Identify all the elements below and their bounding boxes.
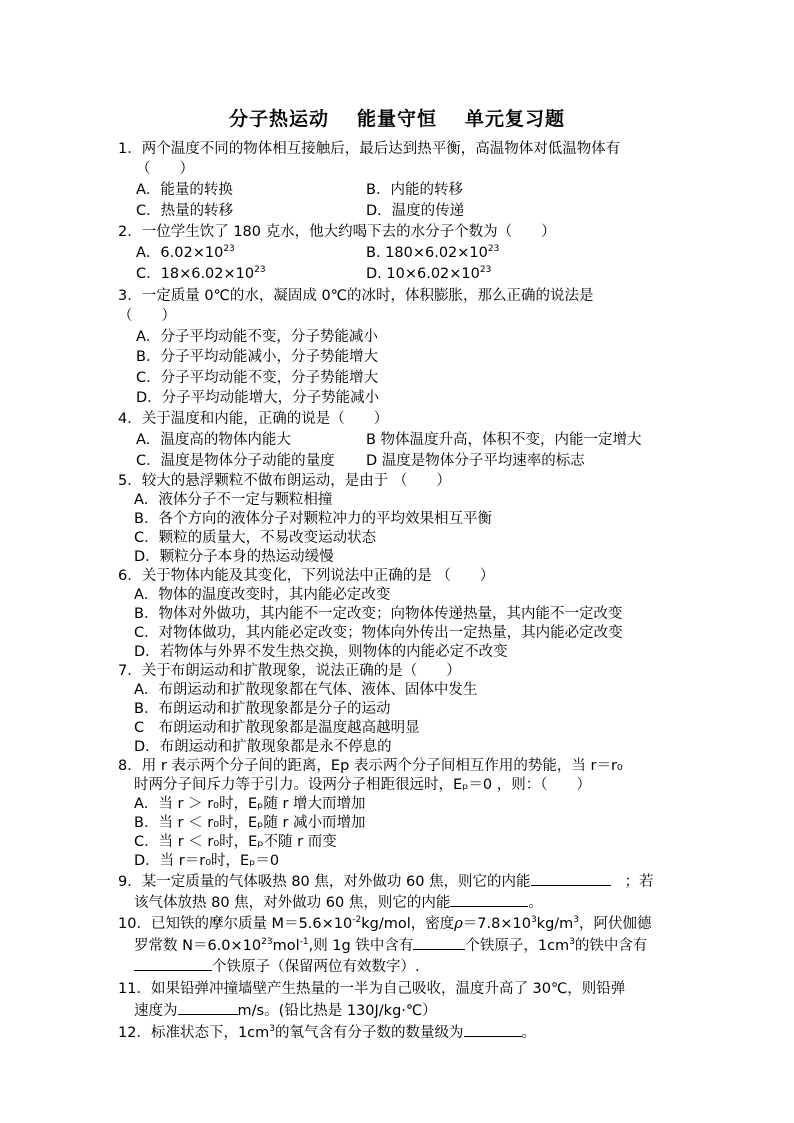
q2-option-a [136, 243, 235, 263]
q8-option-d: D．当 r＝r₀时，Eₚ＝0 [134, 853, 280, 869]
q9-line1-text: 9．某一定质量的气体吸热 80 焦，对外做功 60 焦，则它的内能 [118, 874, 531, 890]
q10-l1-exp1: -2 [352, 915, 362, 925]
q12-exp: 3 [269, 1024, 276, 1034]
q11-answer-blank[interactable] [178, 1000, 238, 1015]
q12-line [118, 1022, 536, 1043]
q2-c-text: C．18×6.02×10 [136, 266, 255, 282]
q10-l2-exp3: 3 [569, 937, 575, 947]
q7-option-d: D．布朗运动和扩散现象都是永不停息的 [134, 739, 392, 755]
q12-pre: 12．标准状态下，1cm [118, 1025, 270, 1041]
q2-d-text: D. 10×6.02×10 [366, 266, 480, 282]
q11-l2-pre: 速度为 [134, 1003, 178, 1019]
q1-paren: （ ） [136, 161, 194, 177]
q2-a-exp: 23 [223, 244, 235, 254]
q4-option-c: C．温度是物体分子动能的量度 [136, 453, 335, 469]
q2-stem: 2．一位学生饮了 180 克水，他大约喝下去的水分子个数为（ ） [118, 224, 556, 240]
title-part-2: 能量守恒 [356, 108, 437, 130]
q1-option-a: A．能量的转换 [136, 182, 233, 198]
q10-rho: ρ [454, 916, 463, 932]
q10-l2-b: mol [272, 938, 300, 954]
q10-answer-blank-2[interactable] [134, 956, 212, 971]
q5-option-a: A．液体分子不一定与颗粒相撞 [134, 492, 333, 508]
q10-line1 [118, 914, 652, 934]
q7-option-a: A．布朗运动和扩散现象都在气体、液体、固体中发生 [134, 682, 478, 698]
q4-option-d: D 温度是物体分子平均速率的标志 [366, 453, 585, 469]
q9-line1-end: ；若 [624, 874, 654, 890]
q10-l1-b: kg/mol，密度 [361, 916, 455, 932]
q4-option-a: A．温度高的物体内能大 [136, 432, 291, 448]
worksheet-title [0, 104, 794, 131]
q6-option-c: C．对物体做功，其内能必定改变；物体向外传出一定热量，其内能必定改变 [134, 625, 623, 641]
q5-option-c: C．颗粒的质量大，不易改变运动状态 [134, 530, 377, 546]
q3-option-d: D．分子平均动能增大，分子势能减小 [136, 390, 380, 406]
q8-stem-line1: 8．用 r 表示两个分子间的距离，Ep 表示两个分子间相互作用的势能，当 r＝r₀ [118, 758, 623, 774]
q2-d-exp: 23 [479, 265, 492, 275]
q2-option-b [366, 243, 499, 263]
q11-line1: 11．如果铅弹冲撞墙壁产生热量的一半为自己吸收，温度升高了 30℃，则铅弹 [118, 981, 626, 997]
q2-option-d [366, 264, 491, 284]
q6-option-a: A．物体的温度改变时，其内能必定改变 [134, 587, 391, 603]
q10-l3: 个铁原子（保留两位有效数字）. [212, 959, 420, 975]
q7-stem: 7．关于布朗运动和扩散现象，说法正确的是（ ） [118, 663, 461, 679]
q8-option-c: C．当 r ＜ r₀时，Eₚ不随 r 而变 [134, 834, 337, 850]
q1-option-d: D．温度的传递 [366, 203, 465, 219]
q1-stem: 1．两个温度不同的物体相互接触后，最后达到热平衡，高温物体对低温物体有 [118, 141, 621, 157]
q9-answer-blank-1[interactable] [531, 871, 611, 886]
q10-line3 [134, 956, 420, 977]
q9-line2 [134, 892, 543, 913]
q10-line2 [134, 935, 647, 956]
q8-option-a: A．当 r ＞ r₀时，Eₚ随 r 增大而增加 [134, 796, 366, 812]
q11-l2-post: m/s。(铅比热是 130J/kg·℃） [237, 1003, 437, 1019]
q5-option-b: B．各个方向的液体分子对颗粒冲力的平均效果相互平衡 [134, 511, 492, 527]
q2-b-exp: 23 [487, 244, 500, 254]
q11-line2 [134, 1000, 437, 1021]
q9-answer-blank-2[interactable] [450, 892, 528, 907]
q12-end: 。 [521, 1025, 537, 1041]
q10-l2-exp2: -1 [299, 937, 309, 947]
q6-stem: 6．关于物体内能及其变化，下列说法中正确的是 （ ） [118, 568, 495, 584]
q6-option-d: D．若物体与外界不发生热交换，则物体的内能必定不改变 [134, 644, 508, 660]
q10-l1-exp3: 3 [573, 915, 580, 925]
q3-option-c: C．分子平均动能不变，分子势能增大 [136, 370, 379, 386]
q12-post: 的氧气含有分子数的数量级为 [275, 1025, 464, 1041]
q10-l2-f: 的铁中含有 [574, 938, 648, 954]
q6-option-b: B．物体对外做功，其内能不一定改变；向物体传递热量，其内能不一定改变 [134, 606, 623, 622]
q3-paren: （ ） [118, 308, 176, 324]
q4-stem: 4．关于温度和内能，正确的说是（ ） [118, 411, 389, 427]
q3-option-a: A．分子平均动能不变，分子势能减小 [136, 329, 378, 345]
q10-answer-blank-1[interactable] [413, 935, 465, 950]
q8-option-b: B．当 r ＜ r₀时，Eₚ随 r 减小而增加 [134, 815, 366, 831]
q5-option-d: D．颗粒分子本身的热运动缓慢 [134, 549, 334, 565]
q9-line2-end: 。 [528, 895, 543, 911]
q9-line1 [118, 871, 654, 892]
q7-option-b: B．布朗运动和扩散现象都是分子的运动 [134, 701, 391, 717]
title-part-3: 单元复习题 [465, 108, 566, 130]
q1-option-b: B．内能的转移 [366, 182, 463, 198]
title-part-1: 分子热运动 [228, 108, 329, 130]
q10-l2-d: 个铁原子，1cm [465, 938, 570, 954]
q7-option-c: C 布朗运动和扩散现象都是温度越高越明显 [134, 720, 420, 736]
q10-l1-d: kg/m [536, 916, 574, 932]
q10-l1-f: ，阿伏伽德 [579, 916, 652, 932]
q3-option-b: B．分子平均动能减小，分子势能增大 [136, 349, 378, 365]
q10-l1-a: 10．已知铁的摩尔质量 M＝5.6×10 [118, 916, 353, 932]
q3-stem: 3．一定质量 0℃的水，凝固成 0℃的冰时，体积膨胀，那么正确的说法是 [118, 288, 594, 304]
q2-a-text: A．6.02×10 [136, 245, 224, 261]
q1-option-c: C．热量的转移 [136, 203, 234, 219]
q10-l2-a: 罗常数 N＝6.0×10 [134, 938, 262, 954]
q5-stem: 5．较大的悬浮颗粒不做布朗运动，是由于 （ ） [118, 473, 451, 489]
q9-line2-text: 该气体放热 80 焦，对外做功 60 焦，则它的内能 [134, 895, 451, 911]
q2-option-c [136, 264, 266, 284]
q10-l1-exp2: 3 [530, 915, 537, 925]
q4-option-b: B 物体温度升高，体积不变，内能一定增大 [366, 432, 642, 448]
q10-l2-exp1: 23 [261, 937, 273, 947]
q12-answer-blank[interactable] [464, 1022, 522, 1037]
q8-stem-line2: 时两分子间斥力等于引力。设两分子相距很远时，Eₚ＝0 ，则：（ ） [134, 777, 591, 793]
q10-l2-c: ,则 1g 铁中含有 [308, 938, 414, 954]
q2-b-text: B. 180×6.02×10 [366, 245, 488, 261]
q2-c-exp: 23 [254, 265, 266, 275]
q10-l1-c: ＝7.8×10 [462, 916, 531, 932]
